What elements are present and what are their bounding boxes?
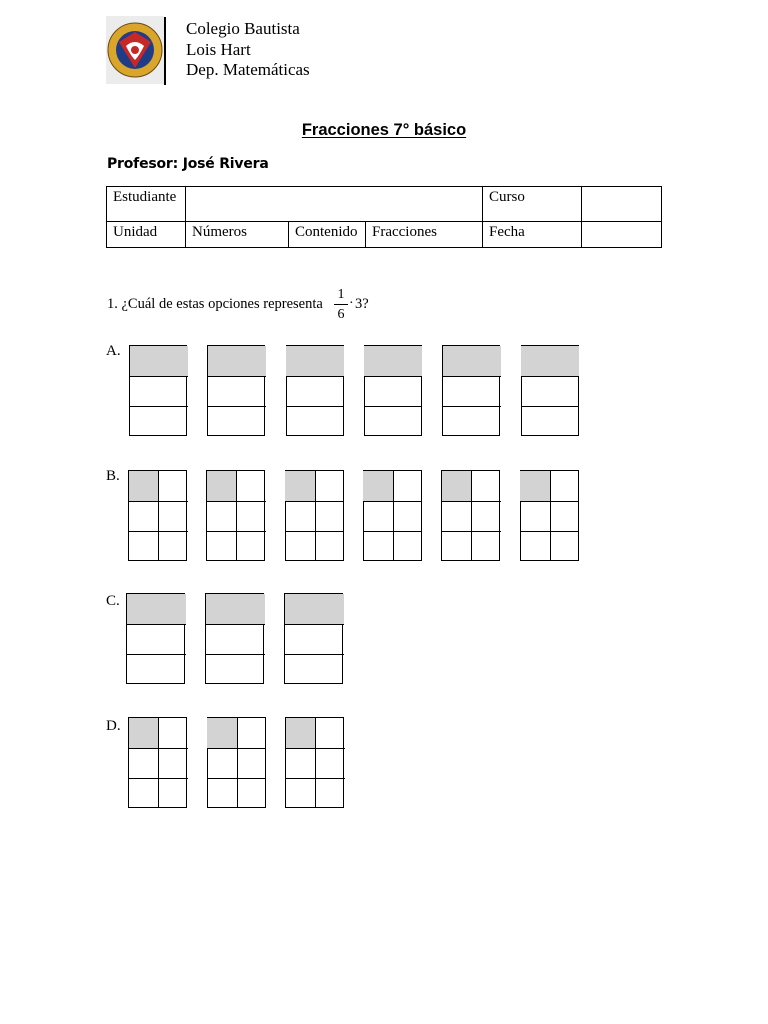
empty-cell <box>236 471 266 501</box>
shaded-cell <box>285 594 344 624</box>
empty-cell <box>471 501 501 531</box>
empty-cell <box>130 406 188 436</box>
empty-cell <box>471 531 501 561</box>
empty-cell <box>442 531 472 561</box>
empty-cell <box>520 531 550 561</box>
empty-cell <box>393 531 423 561</box>
empty-cell <box>315 778 345 808</box>
worksheet-title-text: Fracciones 7° básico <box>301 121 467 139</box>
option-a-figure-1 <box>129 345 187 436</box>
option-a-figure-3 <box>286 345 344 436</box>
fraction-bar <box>334 304 348 305</box>
school-header <box>186 19 310 81</box>
empty-cell <box>443 406 501 436</box>
option-d-figure-1 <box>128 717 187 808</box>
empty-cell <box>286 376 344 406</box>
option-d-label[interactable]: D. <box>106 718 121 734</box>
shaded-cell <box>129 471 159 501</box>
empty-cell <box>393 501 423 531</box>
empty-cell <box>158 748 188 778</box>
empty-cell <box>521 406 579 436</box>
fraction <box>334 287 348 323</box>
option-d-figure-2 <box>207 717 266 808</box>
school-name-line2: Lois Hart <box>186 39 251 59</box>
option-b-figure-3 <box>285 470 344 561</box>
empty-cell <box>127 624 186 654</box>
empty-cell <box>237 778 267 808</box>
empty-cell <box>550 531 580 561</box>
multiplier-value: 3 <box>355 296 363 312</box>
empty-cell <box>208 376 266 406</box>
school-name-line1: Colegio Bautista <box>186 19 300 38</box>
empty-cell <box>158 531 188 561</box>
option-a-figure-4 <box>364 345 422 436</box>
shaded-cell <box>207 718 237 748</box>
empty-cell <box>206 624 265 654</box>
empty-cell <box>158 501 188 531</box>
empty-cell <box>471 471 501 501</box>
curso-field[interactable] <box>582 187 662 222</box>
option-a-figure-6 <box>521 345 579 436</box>
empty-cell <box>129 531 159 561</box>
option-b-figure-2 <box>206 470 265 561</box>
empty-cell <box>315 471 345 501</box>
empty-cell <box>158 718 188 748</box>
empty-cell <box>442 501 472 531</box>
shaded-cell <box>285 471 315 501</box>
shaded-cell <box>286 346 344 376</box>
empty-cell <box>286 748 316 778</box>
empty-cell <box>363 531 393 561</box>
question-text: 1. ¿Cuál de estas opciones representa <box>107 296 323 312</box>
empty-cell <box>285 531 315 561</box>
shaded-cell <box>363 471 393 501</box>
shaded-cell <box>206 594 265 624</box>
worksheet-title <box>0 121 768 140</box>
empty-cell <box>315 748 345 778</box>
teacher-name: Profesor: José Rivera <box>107 156 269 172</box>
empty-cell <box>285 624 344 654</box>
empty-cell <box>130 376 188 406</box>
option-d-figure-3 <box>285 717 344 808</box>
shaded-cell <box>520 471 550 501</box>
empty-cell <box>207 501 237 531</box>
option-a-figure-5 <box>442 345 500 436</box>
fraction-denominator: 6 <box>337 307 345 322</box>
empty-cell <box>393 471 423 501</box>
contenido-value: Fracciones <box>366 222 483 248</box>
empty-cell <box>520 501 550 531</box>
fecha-label: Fecha <box>483 222 582 248</box>
department-name: Dep. Matemáticas <box>186 60 310 79</box>
header-divider <box>164 17 166 85</box>
option-c-figure-3 <box>284 593 343 684</box>
option-a-label[interactable]: A. <box>106 343 121 359</box>
shaded-cell <box>127 594 186 624</box>
empty-cell <box>127 654 186 684</box>
shaded-cell <box>364 346 422 376</box>
shaded-cell <box>443 346 501 376</box>
empty-cell <box>236 531 266 561</box>
school-logo <box>106 16 164 84</box>
empty-cell <box>237 748 267 778</box>
empty-cell <box>550 471 580 501</box>
empty-cell <box>158 471 188 501</box>
student-info-table <box>106 186 662 248</box>
shaded-cell <box>208 346 266 376</box>
empty-cell <box>206 654 265 684</box>
shaded-cell <box>207 471 237 501</box>
empty-cell <box>315 501 345 531</box>
empty-cell <box>315 531 345 561</box>
unidad-value: Números <box>186 222 289 248</box>
shaded-cell <box>130 346 188 376</box>
estudiante-label: Estudiante <box>107 187 186 222</box>
option-c-label[interactable]: C. <box>106 593 120 609</box>
contenido-label: Contenido <box>289 222 366 248</box>
empty-cell <box>207 778 237 808</box>
empty-cell <box>129 778 159 808</box>
option-b-figure-4 <box>363 470 422 561</box>
shaded-cell <box>129 718 159 748</box>
empty-cell <box>129 748 159 778</box>
option-b-label[interactable]: B. <box>106 468 120 484</box>
shaded-cell <box>521 346 579 376</box>
shaded-cell <box>286 718 316 748</box>
option-b-figure-1 <box>128 470 187 561</box>
empty-cell <box>286 778 316 808</box>
option-b-figure-6 <box>520 470 579 561</box>
empty-cell <box>550 501 580 531</box>
empty-cell <box>285 654 344 684</box>
fecha-field[interactable] <box>582 222 662 248</box>
option-c-figure-1 <box>126 593 185 684</box>
empty-cell <box>207 531 237 561</box>
multiplication-operator: · <box>349 296 354 311</box>
question-multiplier <box>355 296 369 313</box>
empty-cell <box>236 501 266 531</box>
unidad-label: Unidad <box>107 222 186 248</box>
empty-cell <box>364 406 422 436</box>
empty-cell <box>521 376 579 406</box>
option-a-figure-2 <box>207 345 265 436</box>
option-b-figure-5 <box>441 470 500 561</box>
empty-cell <box>158 778 188 808</box>
empty-cell <box>363 501 393 531</box>
empty-cell <box>315 718 345 748</box>
fraction-numerator: 1 <box>337 287 345 302</box>
estudiante-field[interactable] <box>186 187 483 222</box>
empty-cell <box>208 406 266 436</box>
empty-cell <box>237 718 267 748</box>
question-mark: ? <box>362 296 369 312</box>
empty-cell <box>286 406 344 436</box>
empty-cell <box>443 376 501 406</box>
empty-cell <box>129 501 159 531</box>
shaded-cell <box>442 471 472 501</box>
curso-label: Curso <box>483 187 582 222</box>
empty-cell <box>207 748 237 778</box>
empty-cell <box>285 501 315 531</box>
option-c-figure-2 <box>205 593 264 684</box>
empty-cell <box>364 376 422 406</box>
